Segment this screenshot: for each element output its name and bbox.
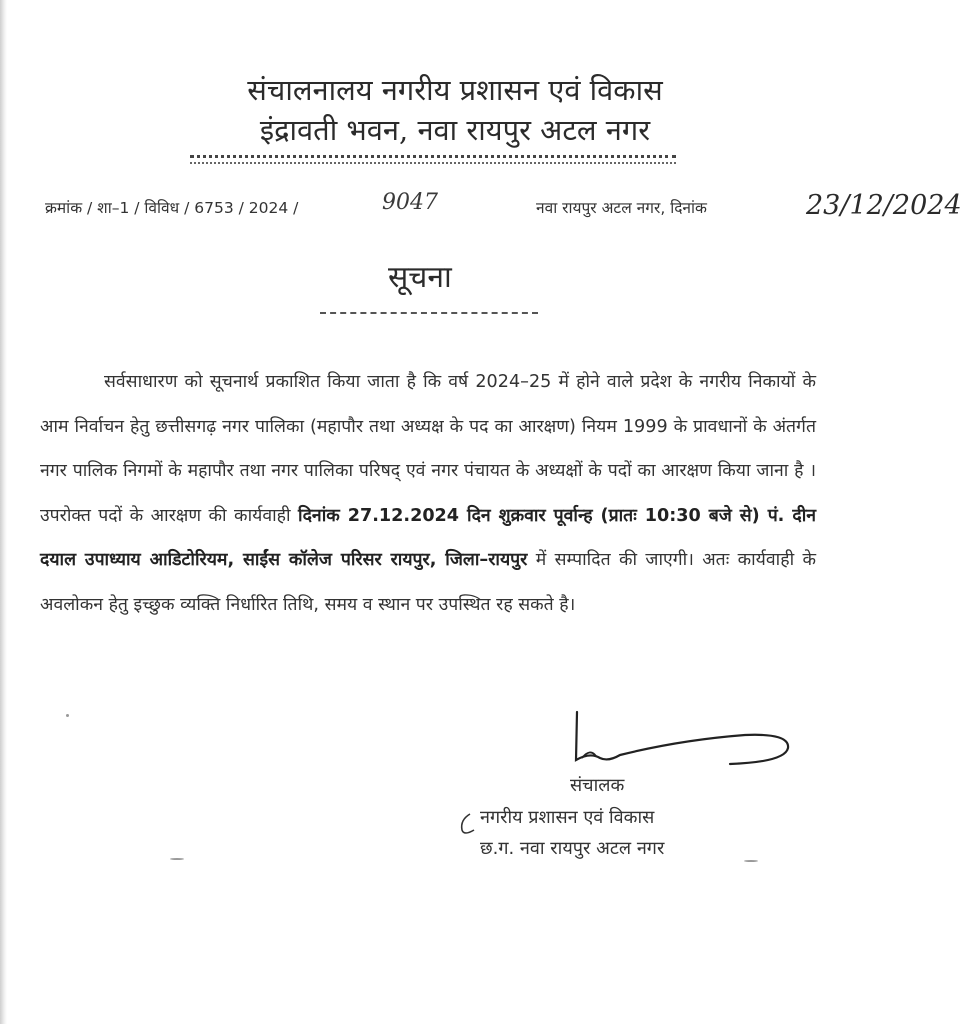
notice-title: सूचना	[388, 260, 452, 295]
handwritten-reference-number: 9047	[382, 190, 438, 215]
notice-body-text: सर्वसाधारण को सूचनार्थ प्रकाशित किया जाता है कि वर्ष 2024–25 में होने वाले प्रदेश के नगरीय निकायों के आम निर्वाचन हेतु छत्तीसगढ़ नगर पालिका (महापौर तथा अध्यक्ष के पद का आरक्षण) नियम 1999 के प्रावधानों के अंतर्गत नगर पालिक निगमों के महापौर तथा नगर पालिका परिषद् एवं नगर पंचायत के अध्यक्षों के पदों का आरक्षण किया जाना है । उपरोक्त पदों के आरक्षण की कार्यवाही	[40, 372, 816, 526]
office-name: संचालनालय नगरीय प्रशासन एवं विकास	[247, 73, 663, 107]
signatory-department: नगरीय प्रशासन एवं विकास	[480, 807, 655, 828]
signature	[560, 700, 800, 780]
signatory-location: छ.ग. नवा रायपुर अटल नगर	[480, 838, 665, 859]
office-address: इंद्रावती भवन, नवा रायपुर अटल नगर	[259, 113, 651, 147]
notice-body-text-end: में सम्पादित की जाएगी। अतः कार्यवाही के अवलोकन हेतु इच्छुक व्यक्ति निर्धारित तिथि, समय व स्थान पर उपस्थित रह सकते है।	[40, 550, 817, 615]
notice-body	[40, 360, 816, 628]
notice-body-emphasis: दिनांक 27.12.2024 दिन शुक्रवार पूर्वान्ह (प्रातः 10:30 बजे से) पं. दीन दयाल उपाध्याय आडिटोरियम, साईंस कॉलेज परिसर रायपुर, जिला–रायपुर	[40, 505, 817, 571]
header-divider	[190, 155, 676, 158]
initial-mark	[456, 810, 478, 836]
header-divider-lower	[190, 162, 676, 164]
handwritten-date: 23/12/2024	[806, 190, 962, 221]
scan-speck	[66, 714, 69, 717]
title-underline	[320, 312, 538, 314]
scan-speck	[744, 860, 758, 862]
reference-number: क्रमांक / शा–1 / विविध / 6753 / 2024 /	[45, 199, 299, 217]
page-edge-shadow	[0, 0, 7, 1024]
signatory-title: संचालक	[570, 775, 625, 796]
dateline-place: नवा रायपुर अटल नगर, दिनांक	[536, 199, 707, 217]
scan-speck	[170, 858, 184, 860]
